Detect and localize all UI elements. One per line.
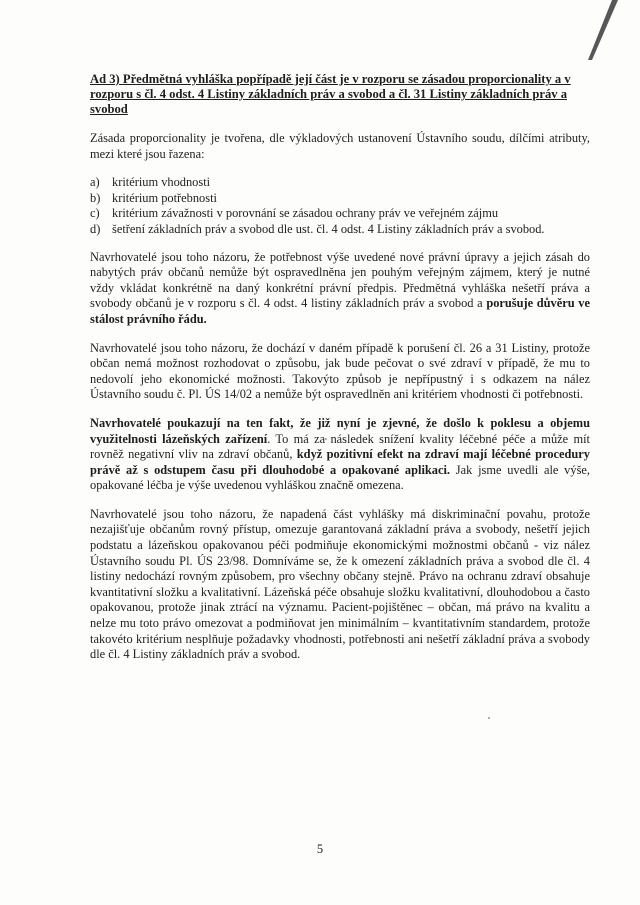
list-item-letter: a)	[90, 175, 100, 190]
list-item	[90, 191, 590, 207]
list-item-letter: c)	[90, 206, 100, 221]
paragraph-spa-decline	[90, 416, 590, 494]
list-item-letter: b)	[90, 190, 101, 205]
list-item	[90, 206, 590, 222]
paragraph-bold: Navrhovatelé poukazují na ten fakt, že již nyní je zjevné, že došlo k poklesu a objemu využitelnosti lázeňských zařízení	[90, 415, 590, 446]
list-item	[90, 175, 590, 191]
page-number: 5	[316, 842, 324, 856]
paragraph-violation: Navrhovatelé jsou toho názoru, že dochází v daném případě k porušení čl. 26 a 31 Listiny, protože občan nemá možnost rozhodovat o způsobu, jak bude pečovat o své zdraví v případě, že mu to nedovolí jeho ekonomické možnosti. Takovýto způsob je nepřípustný i s odkazem na nález Ústavního soudu č. Pl. ÚS 14/02 a nemůže být ospravedlněn ani kritériem vhodnosti či potřebnosti.	[90, 340, 590, 402]
paragraph-text: . To má za následek snížení kvality léčebné péče a může mít rovněž negativní vliv na zdraví občanů,	[90, 431, 590, 462]
paragraph-necessity	[90, 250, 590, 328]
list-item-text: šetření základních práv a svobod dle ust. čl. 4 odst. 4 Listiny základních práv a svobod.	[112, 221, 545, 236]
intro-paragraph: Zásada proporcionality je tvořena, dle výkladových ustanovení Ústavního soudu, dílčími atributy, mezi které jsou řazena:	[90, 131, 590, 161]
list-item	[90, 222, 590, 238]
paragraph-text: Navrhovatelé jsou toho názoru, že potřebnost výše uvedené nové právní úpravy a jejich zásah do nabytých práv občanů nemůže být ospravedlněna jen pouhým veřejným zájmem, který je nutné vždy vkládat konkrétně na daný konkrétní právní předpis. Předmětná vyhláška nešetří práva a svobody občanů je v rozporu s čl. 4 odst. 4 listiny základních práv a svobod a	[90, 249, 590, 311]
scan-artifact-mark	[578, 0, 618, 60]
list-item-letter: d)	[90, 221, 101, 236]
list-item-text: kritérium závažnosti v porovnání se zásadou ochrany práv ve veřejném zájmu	[112, 206, 499, 221]
document-body	[90, 72, 590, 676]
scan-speck	[488, 717, 490, 719]
list-item-text: kritérium potřebnosti	[112, 190, 217, 205]
paragraph-discrimination: Navrhovatelé jsou toho názoru, že napadená část vyhlášky má diskriminační povahu, protože nezajišťuje občanům rovný přístup, omezuje garantovaná základní práva a svobody, nešetří jejich podstatu a lázeňskou opakovanou péči podmiňuje ekonomickými možnostmi občanů - viz nález Ústavního soudu Pl. ÚS 23/98. Domníváme se, že k omezení základních práva a svobod dle čl. 4 listiny nedochází rovným způsobem, pro všechny občany stejně. Právo na ochranu zdraví obsahuje kvantitativní složku a kvalitativní. Lázeňská péče obsahuje složku kvalitativní, dlouhodobou a často opakovanou, protože jinak ztrácí na významu. Pacient-pojištěnec – občan, má právo na kvalitu a nelze mu toto právo omezovat a podmiňovat jen minimálním – kvantitativním standardem, protože takovéto kritérium nesplňuje požadavky vhodnosti, potřebnosti ani nešetří základní práva a svobody dle čl. 4 Listiny základních práv a svobod.	[90, 506, 590, 662]
criteria-list	[90, 175, 590, 237]
section-heading: Ad 3) Předmětná vyhláška popřípadě její část je v rozporu se zásadou proporcionality a v rozporu s čl. 4 odst. 4 Listiny základních práv a svobod a čl. 31 Listiny základních práv a svobod	[90, 72, 571, 116]
paragraph-bold: porušuje důvěru ve stálost právního řádu.	[90, 296, 590, 326]
paragraph-bold: když pozitivní efekt na zdraví mají léčebné procedury právě až s odstupem času při dlouhodobé a opakované aplikaci.	[90, 447, 590, 477]
paragraph-text: Jak jsme uvedli ale výše, opakované léčba je výše uvedenou vyhláškou značně omezena.	[90, 462, 590, 493]
list-item-text: kritérium vhodnosti	[112, 175, 211, 190]
